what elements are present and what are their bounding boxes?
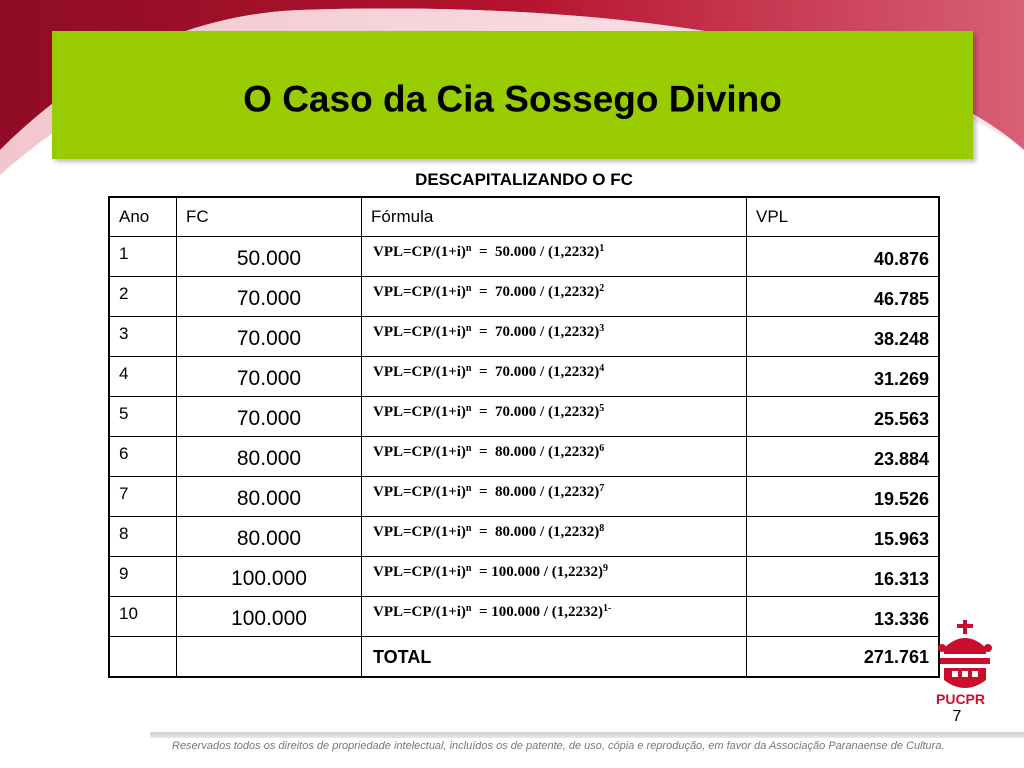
cell-ano [109, 237, 177, 277]
cell-fc [177, 597, 362, 637]
ano-value: 4 [119, 364, 129, 383]
formula-prefix: VPL=CP/(1+i) [373, 604, 466, 620]
footer-rule [150, 732, 1024, 738]
fc-value: 70.000 [236, 287, 302, 310]
table-row [109, 557, 939, 597]
formula-value [362, 277, 746, 301]
ano-value: 5 [119, 404, 129, 423]
cell-ano [109, 437, 177, 477]
fc-value: 70.000 [236, 367, 302, 390]
table-row [109, 437, 939, 477]
formula-prefix: VPL=CP/(1+i) [373, 284, 466, 300]
formula-expression: = 80.000 / (1,2232) [471, 484, 600, 500]
vpl-value: 23.884 [873, 449, 929, 469]
ano-value: 6 [119, 444, 129, 463]
vpl-value: 38.248 [873, 329, 929, 349]
vpl-value: 16.313 [873, 569, 929, 589]
formula-value [362, 437, 746, 461]
header-fc-label: FC [186, 207, 209, 226]
cell-vpl [747, 237, 940, 277]
ano-value: 1 [119, 244, 129, 263]
cell-formula [362, 597, 747, 637]
table-row [109, 277, 939, 317]
total-label: TOTAL [373, 647, 432, 667]
formula-exponent: n [465, 483, 472, 494]
formula-exponent: n [465, 523, 472, 534]
formula-value [362, 317, 746, 341]
formula-exponent: n [465, 283, 472, 294]
formula-prefix: VPL=CP/(1+i) [373, 244, 466, 260]
cell-ano [109, 477, 177, 517]
cell-total-vpl [747, 637, 940, 678]
formula-exponent: n [465, 363, 472, 374]
cell-vpl [747, 277, 940, 317]
formula-expression: = 50.000 / (1,2232) [471, 244, 600, 260]
ano-value: 7 [119, 484, 129, 503]
cell-fc [177, 477, 362, 517]
vpl-value: 40.876 [873, 249, 929, 269]
formula-power: 3 [599, 323, 605, 334]
pucpr-logo-text: PUCPR [936, 691, 986, 707]
fc-value: 80.000 [236, 527, 302, 550]
total-vpl-value: 271.761 [863, 647, 929, 667]
cell-ano [109, 317, 177, 357]
formula-expression: = 70.000 / (1,2232) [471, 364, 600, 380]
cell-formula [362, 437, 747, 477]
formula-exponent: n [465, 443, 472, 454]
formula-value [362, 477, 746, 501]
vpl-table [108, 196, 940, 678]
cell-fc [177, 357, 362, 397]
cell-formula [362, 277, 747, 317]
cell-fc [177, 237, 362, 277]
cell-vpl [747, 397, 940, 437]
ano-value: 2 [119, 284, 129, 303]
cell-formula [362, 397, 747, 437]
cell-vpl [747, 477, 940, 517]
formula-exponent: n [465, 403, 472, 414]
formula-prefix: VPL=CP/(1+i) [373, 404, 466, 420]
formula-value [362, 597, 746, 621]
cell-vpl [747, 317, 940, 357]
ano-value: 8 [119, 524, 129, 543]
cell-fc [177, 317, 362, 357]
cell-fc [177, 397, 362, 437]
table-row [109, 477, 939, 517]
table-body [109, 237, 939, 678]
formula-power: 7 [599, 483, 605, 494]
formula-exponent: n [465, 323, 472, 334]
formula-expression: = 100.000 / (1,2232) [471, 564, 603, 580]
fc-value: 70.000 [236, 327, 302, 350]
header-ano-label: Ano [119, 207, 150, 226]
ano-value: 10 [119, 604, 138, 623]
formula-expression: = 70.000 / (1,2232) [471, 404, 600, 420]
formula-value [362, 357, 746, 381]
cell-formula [362, 317, 747, 357]
table-row [109, 597, 939, 637]
cell-fc [177, 517, 362, 557]
header-formula [362, 197, 747, 237]
formula-power: 1 [599, 243, 605, 254]
table-row [109, 237, 939, 277]
table-row [109, 357, 939, 397]
cell-vpl [747, 357, 940, 397]
cell-vpl [747, 437, 940, 477]
formula-value [362, 517, 746, 541]
cell-ano [109, 397, 177, 437]
cell-ano [109, 277, 177, 317]
cell-ano-empty [109, 637, 177, 678]
formula-value [362, 237, 746, 261]
cell-formula [362, 237, 747, 277]
fc-value: 100.000 [231, 567, 307, 590]
total-row [109, 637, 939, 678]
table-subtitle: DESCAPITALIZANDO O FC [415, 170, 633, 189]
formula-prefix: VPL=CP/(1+i) [373, 564, 466, 580]
formula-expression: = 70.000 / (1,2232) [471, 284, 600, 300]
cell-ano [109, 597, 177, 637]
formula-power: 8 [599, 523, 605, 534]
ano-value: 3 [119, 324, 129, 343]
cell-fc-empty [177, 637, 362, 678]
slide-title: O Caso da Cia Sossego Divino [243, 78, 782, 120]
cell-ano [109, 517, 177, 557]
formula-power: 4 [599, 363, 605, 374]
vpl-value: 13.336 [873, 609, 929, 629]
formula-prefix: VPL=CP/(1+i) [373, 524, 466, 540]
page-number: 7 [952, 708, 962, 725]
fc-value: 80.000 [236, 487, 302, 510]
vpl-value: 25.563 [873, 409, 929, 429]
formula-prefix: VPL=CP/(1+i) [373, 364, 466, 380]
header-vpl [747, 197, 940, 237]
formula-exponent: n [465, 563, 472, 574]
cell-formula [362, 517, 747, 557]
header-vpl-label: VPL [756, 207, 789, 226]
table-row [109, 317, 939, 357]
header-fc [177, 197, 362, 237]
formula-power: 6 [599, 443, 605, 454]
cell-formula [362, 357, 747, 397]
cell-formula [362, 557, 747, 597]
cell-vpl [747, 517, 940, 557]
fc-value: 50.000 [236, 247, 302, 270]
title-box [52, 31, 973, 159]
cell-vpl [747, 597, 940, 637]
formula-prefix: VPL=CP/(1+i) [373, 484, 466, 500]
cell-total-label [362, 637, 747, 678]
fc-value: 70.000 [236, 407, 302, 430]
cell-fc [177, 557, 362, 597]
table-row [109, 517, 939, 557]
formula-power: 9 [602, 563, 608, 574]
formula-expression: = 100.000 / (1,2232) [471, 604, 603, 620]
table-header-row [109, 197, 939, 237]
cell-ano [109, 557, 177, 597]
cell-fc [177, 437, 362, 477]
table-row [109, 397, 939, 437]
cell-ano [109, 357, 177, 397]
vpl-value: 46.785 [873, 289, 929, 309]
formula-power: 5 [599, 403, 605, 414]
fc-value: 100.000 [231, 607, 307, 630]
vpl-value: 15.963 [873, 529, 929, 549]
formula-value [362, 397, 746, 421]
formula-value [362, 557, 746, 581]
formula-expression: = 70.000 / (1,2232) [471, 324, 600, 340]
header-ano [109, 197, 177, 237]
vpl-value: 19.526 [873, 489, 929, 509]
formula-power: 1- [602, 603, 612, 614]
ano-value: 9 [119, 564, 129, 583]
cell-fc [177, 277, 362, 317]
fc-value: 80.000 [236, 447, 302, 470]
formula-expression: = 80.000 / (1,2232) [471, 444, 600, 460]
footer-copyright: Reservados todos os direitos de propriedade intelectual, incluídos os de patente, de uso, cópia e reprodução, em favor da Associação Paranaense de Cultura. [172, 740, 945, 752]
formula-prefix: VPL=CP/(1+i) [373, 324, 466, 340]
formula-power: 2 [599, 283, 605, 294]
vpl-value: 31.269 [873, 369, 929, 389]
formula-expression: = 80.000 / (1,2232) [471, 524, 600, 540]
formula-exponent: n [465, 603, 472, 614]
header-formula-label: Fórmula [371, 207, 434, 226]
formula-prefix: VPL=CP/(1+i) [373, 444, 466, 460]
cell-vpl [747, 557, 940, 597]
formula-exponent: n [465, 243, 472, 254]
cell-formula [362, 477, 747, 517]
